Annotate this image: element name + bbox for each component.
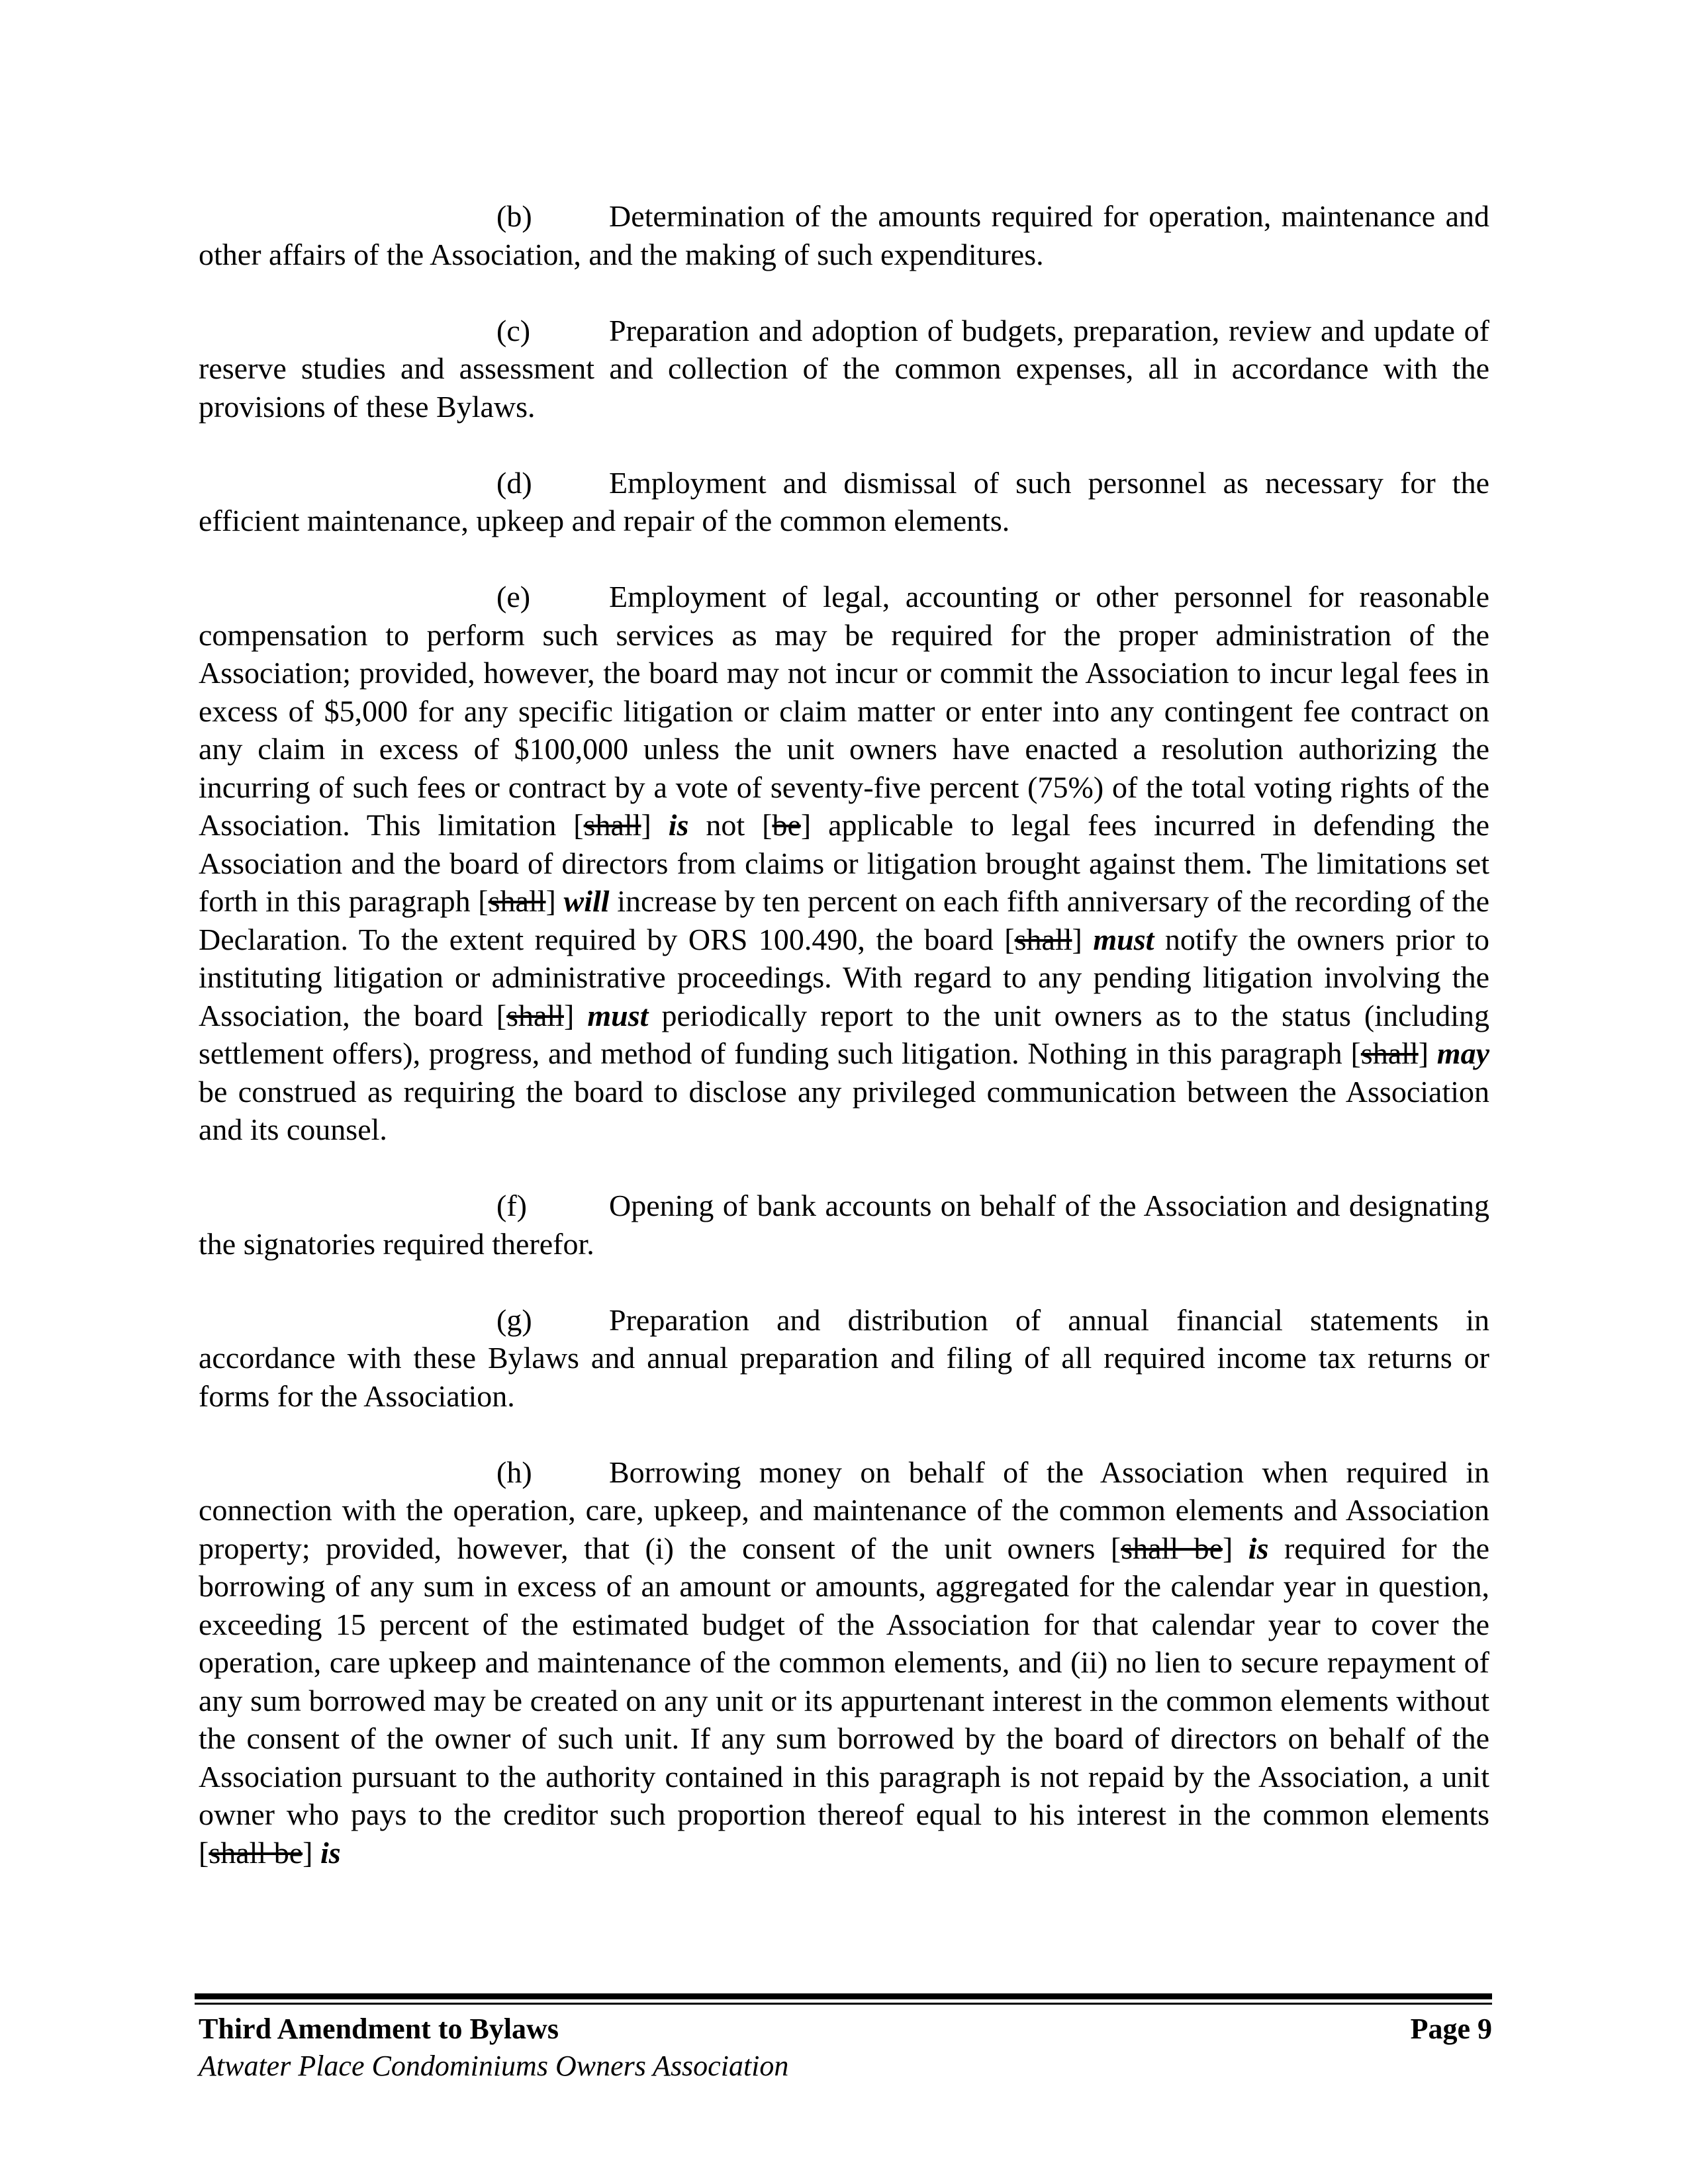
paragraph-text: ] bbox=[641, 808, 669, 842]
footer-rule-thick bbox=[195, 1993, 1492, 1999]
paragraph-text: increase by ten percent on each fifth anniversary of the recording of the Declaration. To the extent required by ORS 100.490, the board [ bbox=[199, 884, 1490, 956]
document-body bbox=[199, 197, 1489, 1910]
paragraph-label: (b) bbox=[496, 199, 532, 233]
paragraph bbox=[199, 464, 1489, 540]
paragraph-text: ] bbox=[1072, 922, 1094, 956]
paragraph-text: Employment of legal, accounting or other personnel for reasonable compensation to perform such services as may be required for the proper administration of the Association; provided, however, the board may not incur or commit the Association to incur legal fees in excess of $5,000 for any specific litigation or claim matter or enter into any contingent fee contract on any claim in excess of $100,000 unless the unit owners have enacted a resolution authorizing the incurring of such fees or contract by a vote of seventy-five percent (75%) of the total voting rights of the Association. This limitation [ bbox=[199, 580, 1489, 842]
paragraph-text: ] applicable to legal fees incurred in defending the Association and the board of directors from claims or litigation brought against them. The limitations set forth in this paragraph [ bbox=[199, 808, 1490, 918]
paragraph-label: (d) bbox=[496, 465, 532, 500]
paragraph-text: periodically report to the unit owners as to the status (including settlement offers), progress, and method of funding such litigation. Nothing in this paragraph [ bbox=[199, 998, 1489, 1070]
paragraph-label: (h) bbox=[496, 1455, 532, 1489]
paragraph-label: (f) bbox=[496, 1189, 527, 1222]
deleted-text: be bbox=[772, 808, 801, 842]
paragraph-label: (c) bbox=[496, 313, 531, 347]
paragraph-text: Determination of the amounts required for operation, maintenance and other affairs of the Association, and the making of such expenditures. bbox=[199, 199, 1489, 271]
inserted-text: is bbox=[320, 1835, 341, 1870]
paragraph bbox=[199, 1301, 1489, 1416]
inserted-text: is bbox=[668, 808, 689, 842]
paragraph bbox=[199, 1187, 1489, 1263]
deleted-text: shall bbox=[583, 808, 641, 842]
deleted-text: shall bbox=[1360, 1036, 1419, 1070]
deleted-text: shall be bbox=[1121, 1531, 1223, 1565]
paragraph bbox=[199, 578, 1489, 1149]
paragraph-text: ] bbox=[563, 998, 588, 1032]
paragraph bbox=[199, 312, 1489, 426]
deleted-text: shall bbox=[1014, 922, 1072, 956]
paragraph-text: ] bbox=[1418, 1036, 1437, 1070]
paragraph-text: be construed as requiring the board to disclose any privileged communication between the Association and its counsel. bbox=[199, 1074, 1489, 1146]
paragraph-text: Opening of bank accounts on behalf of the Association and designating the signatories required therefor. bbox=[199, 1189, 1489, 1261]
paragraph-text: Preparation and distribution of annual financial statements in accordance with these Bylaws and annual preparation and filing of all required income tax returns or forms for the Association. bbox=[199, 1302, 1489, 1413]
deleted-text: shall bbox=[506, 998, 564, 1032]
paragraph-text: notify the owners prior to instituting litigation or administrative proceedings. With regard to any pending litigation involving the Association, the board [ bbox=[199, 922, 1489, 1032]
paragraph-label: (e) bbox=[496, 580, 531, 614]
deleted-text: shall bbox=[488, 884, 546, 918]
footer-subtitle: Atwater Place Condominiums Owners Association bbox=[199, 2050, 789, 2082]
paragraph-text: required for the borrowing of any sum in excess of an amount or amounts, aggregated for the calendar year in question, exceeding 15 percent of the estimated budget of the Association for that calendar year to cover the operation, care upkeep and maintenance of the common elements, and (ii) no lien to secure repayment of any sum borrowed may be created on any unit or its appurtenant interest in the common elements without the consent of the owner of such unit. If any sum borrowed by the board of directors on behalf of the Association pursuant to the authority contained in this paragraph is not repaid by the Association, a unit owner who pays to the creditor such proportion thereof equal to his interest in the common elements [ bbox=[199, 1531, 1489, 1870]
inserted-text: must bbox=[587, 998, 649, 1032]
inserted-text: is bbox=[1248, 1531, 1269, 1565]
paragraph bbox=[199, 1453, 1489, 1872]
paragraph-text: ] bbox=[1223, 1531, 1248, 1565]
paragraph-text: Preparation and adoption of budgets, preparation, review and update of reserve studies and assessment and collection of the common expenses, all in accordance with the provisions of these Bylaws. bbox=[199, 313, 1489, 424]
paragraph-text: Employment and dismissal of such personnel as necessary for the efficient maintenance, upkeep and repair of the common elements. bbox=[199, 465, 1489, 537]
footer-rule-thin bbox=[195, 2003, 1492, 2005]
inserted-text: must bbox=[1093, 922, 1154, 956]
footer-page-number: Page 9 bbox=[1410, 2013, 1492, 2045]
inserted-text: will bbox=[563, 884, 610, 918]
paragraph-label: (g) bbox=[496, 1302, 532, 1337]
footer-title: Third Amendment to Bylaws bbox=[199, 2013, 559, 2045]
paragraph bbox=[199, 197, 1489, 273]
paragraph-text: ] bbox=[545, 884, 564, 918]
paragraph-text: ] bbox=[303, 1835, 320, 1870]
inserted-text: may bbox=[1436, 1036, 1489, 1070]
paragraph-text: Borrowing money on behalf of the Association when required in connection with the operation, care, upkeep, and maintenance of the common elements and Association property; provided, however, that (i) the consent of the unit owners [ bbox=[199, 1455, 1489, 1565]
paragraph-text: not [ bbox=[688, 808, 773, 842]
deleted-text: shall be bbox=[209, 1835, 303, 1870]
